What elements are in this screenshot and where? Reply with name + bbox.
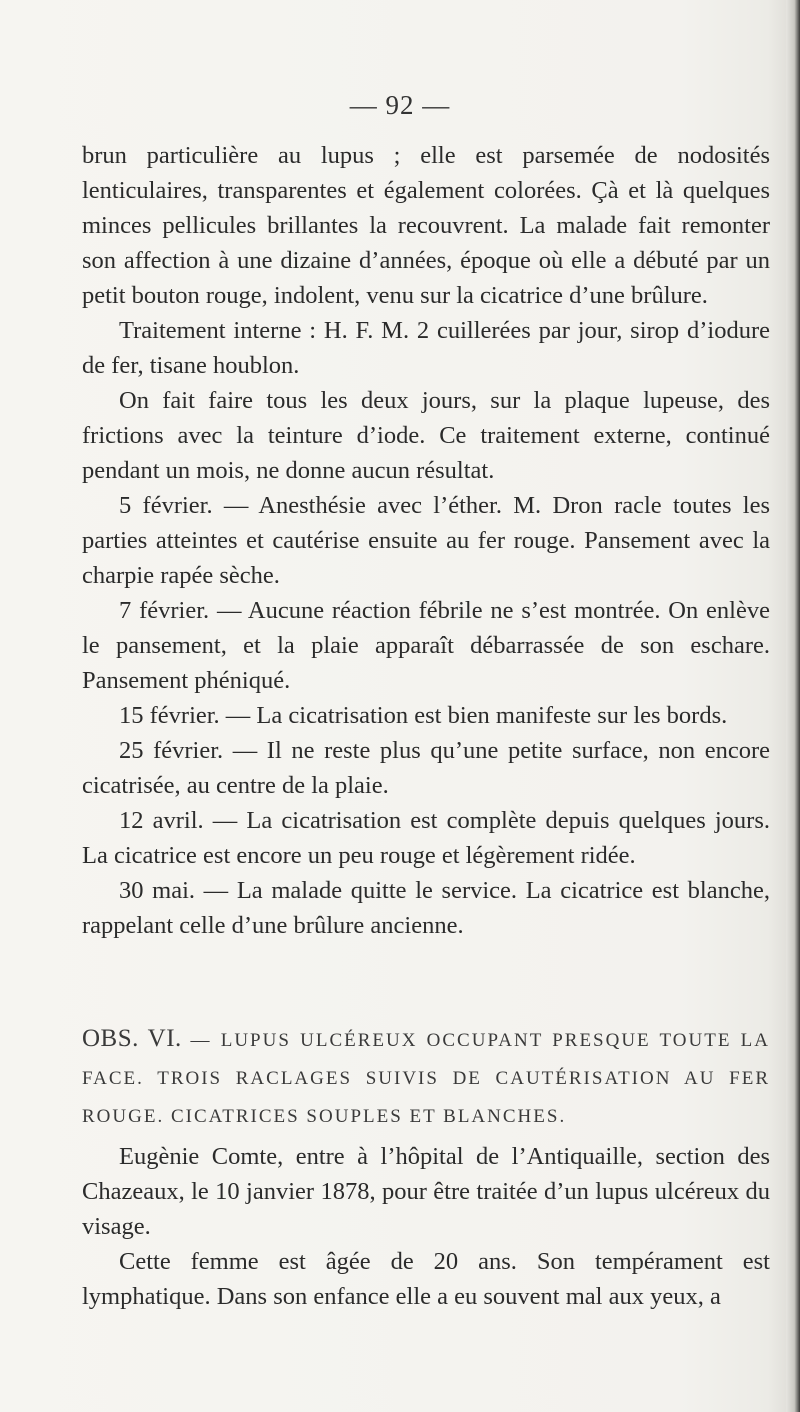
paragraph-7-february: 7 février. — Aucune réaction fébrile ne s’est montrée. On enlève le pansement, et la plaie apparaît débarrassée de son eschare. Pansement phéniqué. <box>82 597 770 694</box>
paragraph-continuation: brun particulière au lupus ; elle est parsemée de nodosités lenticulaires, transparentes et également colorées. Çà et là quelques minces pellicules brillantes la recouvrent. La malade fait remonter son affection à une dizaine d’années, époque où elle a débuté par un petit bouton rouge, indolent, venu sur la cicatrice d’une brûlure. <box>82 142 770 309</box>
text-block-bottom <box>82 1139 770 1314</box>
observation-label: OBS. VI. <box>82 1025 182 1052</box>
paragraph-5-february: 5 février. — Anesthésie avec l’éther. M. Dron racle toutes les parties atteintes et cautérise ensuite au fer rouge. Pansement avec la charpie rapée sèche. <box>82 492 770 589</box>
observation-heading <box>82 1020 770 1136</box>
paragraph-patient-admission: Eugènie Comte, entre à l’hôpital de l’Antiquaille, section des Chazeaux, le 10 janvier 1878, pour être traitée d’un lupus ulcéreux du visage. <box>82 1143 770 1240</box>
paragraph-patient-description: Cette femme est âgée de 20 ans. Son tempérament est lymphatique. Dans son enfance elle a eu souvent mal aux yeux, a <box>82 1248 770 1310</box>
page-number: — 92 — <box>349 90 451 120</box>
paragraph-25-february: 25 février. — Il ne reste plus qu’une petite surface, non encore cicatrisée, au centre de la plaie. <box>82 737 770 799</box>
paragraph-12-april: 12 avril. — La cicatrisation est complète depuis quelques jours. La cicatrice est encore un peu rouge et légèrement ridée. <box>82 807 770 869</box>
paragraph-treatment-internal: Traitement interne : H. F. M. 2 cuillerées par jour, sirop d’iodure de fer, tisane houblon. <box>82 317 770 379</box>
observation-title: — LUPUS ULCÉREUX OCCUPANT PRESQUE TOUTE LA FACE. TROIS RACLAGES SUIVIS DE CAUTÉRISATION AU FER ROUGE. CICATRICES SOUPLES ET BLANCHES. <box>82 1030 770 1127</box>
text-block-top <box>82 138 770 943</box>
book-edge-shadow <box>786 0 800 1412</box>
paragraph-frictions: On fait faire tous les deux jours, sur la plaque lupeuse, des frictions avec la teinture d’iode. Ce traitement externe, continué pendant un mois, ne donne aucun résultat. <box>82 387 770 484</box>
paragraph-30-may: 30 mai. — La malade quitte le service. La cicatrice est blanche, rappelant celle d’une brûlure ancienne. <box>82 877 770 939</box>
paragraph-15-february: 15 février. — La cicatrisation est bien manifeste sur les bords. <box>119 702 728 729</box>
